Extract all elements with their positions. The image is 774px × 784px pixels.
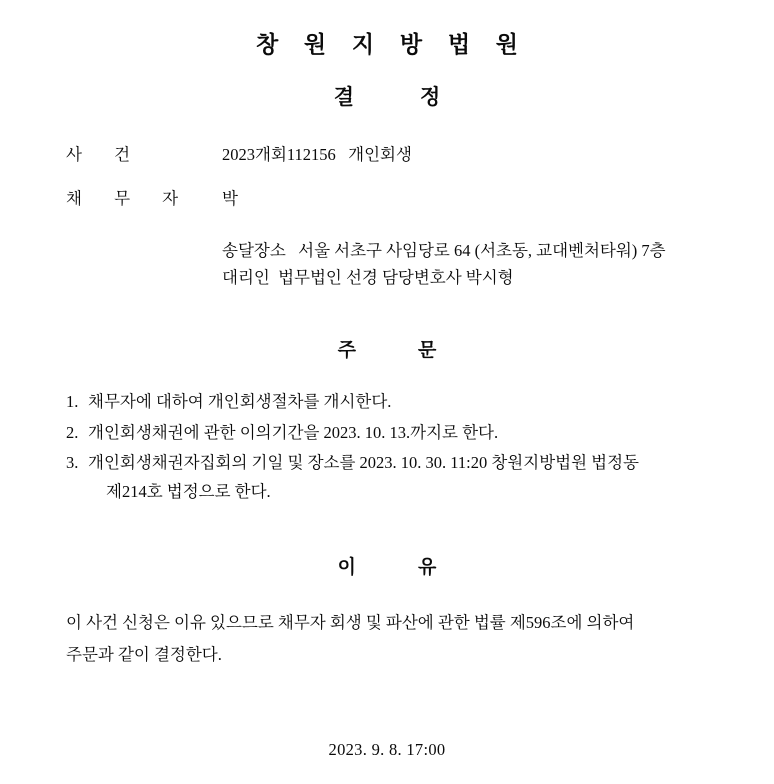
order-heading-right: 문 xyxy=(418,340,445,362)
order-item-text xyxy=(88,449,774,506)
order-item xyxy=(66,388,774,416)
order-item-number: 2. xyxy=(66,422,79,442)
field-row-case xyxy=(66,141,774,165)
service-address-block xyxy=(0,237,774,291)
field-row-debtor xyxy=(66,185,774,209)
representative-line: 대리인 법무법인 선경 담당변호사 박시형 xyxy=(222,268,514,288)
order-section-heading xyxy=(0,335,774,362)
field-value-case: 2023개회112156 개인회생 xyxy=(222,145,412,164)
reason-section-heading xyxy=(0,552,774,579)
field-label-case: 사 건 xyxy=(66,145,145,164)
reason-body xyxy=(0,607,774,671)
order-item-text-line2: 제214호 법정으로 한다. xyxy=(106,481,271,501)
service-address-line: 송달장소 서울 서초구 사임당로 64 (서초동, 교대벤처타워) 7층 xyxy=(222,241,666,260)
order-item-text: 채무자에 대하여 개인회생절차를 개시한다. xyxy=(88,392,392,412)
order-item-number: 3. xyxy=(66,453,79,473)
decision-timestamp: 2023. 9. 8. 17:00 xyxy=(328,740,446,759)
field-value-debtor: 박 xyxy=(222,189,238,208)
decision-document-page xyxy=(0,26,774,784)
court-title: 창 원 지 방 법 원 xyxy=(255,32,529,57)
order-item-number: 1. xyxy=(66,392,79,412)
field-label-debtor: 채 무 자 xyxy=(66,189,193,208)
order-item xyxy=(66,449,774,506)
document-type-left: 결 xyxy=(333,85,364,109)
case-fields xyxy=(0,141,774,209)
order-item-text: 개인회생채권에 관한 이의기간을 2023. 10. 13.까지로 한다. xyxy=(88,422,499,442)
order-heading-left: 주 xyxy=(337,340,364,362)
order-item xyxy=(66,419,774,447)
document-type-heading xyxy=(0,81,774,111)
order-list xyxy=(0,388,774,506)
document-type-right: 정 xyxy=(420,85,451,109)
reason-body-line2: 주문과 같이 결정한다. xyxy=(66,645,222,665)
order-item-text-line1: 개인회생채권자집회의 기일 및 장소를 2023. 10. 30. 11:20 창원지방법원 법정동 xyxy=(88,453,639,473)
reason-heading-left: 이 xyxy=(337,556,364,578)
reason-heading-right: 유 xyxy=(418,556,445,578)
reason-body-line1: 이 사건 신청은 이유 있으므로 채무자 회생 및 파산에 관한 법률 제596조에 의하여 xyxy=(66,612,635,632)
